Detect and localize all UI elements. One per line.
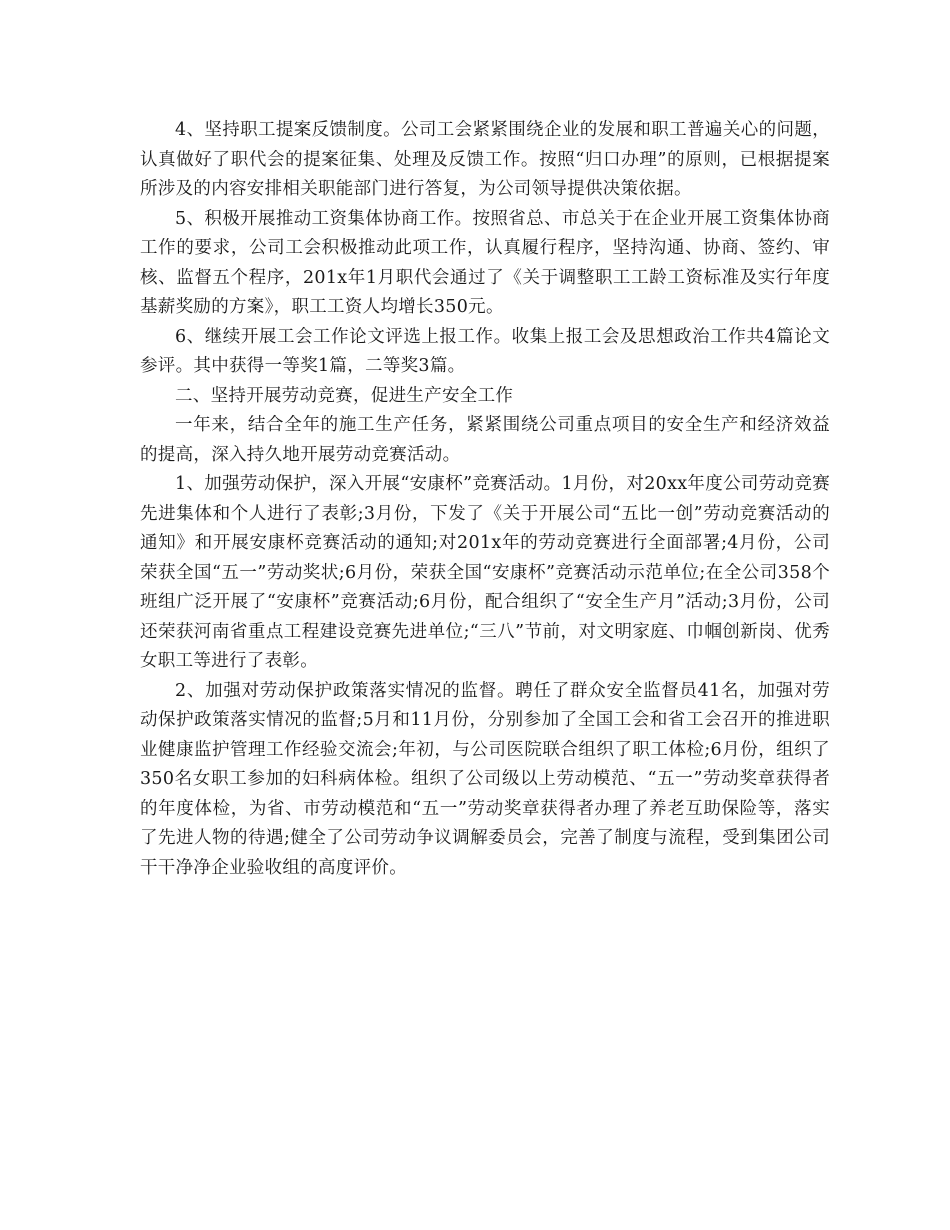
paragraph-worker-proposals: 4、坚持职工提案反馈制度。公司工会紧紧围绕企业的发展和职工普遍关心的问题，认真做好了职代会的提案征集、处理及反馈工作。按照“归口办理”的原则，已根据提案所涉及的内容安排相关职能部门进行答复，为公司领导提供决策依据。 [140,120,830,199]
paragraph-labor-protection-supervision: 2、加强对劳动保护政策落实情况的监督。聘任了群众安全监督员41名，加强对劳动保护政策落实情况的监督;5月和11月份，分别参加了全国工会和省工会召开的推进职业健康监护管理工作经验交流会;年初，与公司医院联合组织了职工体检;6月份，组织了350名女职工参加的妇科病体检。组织了公司级以上劳动模范、“五一”劳动奖章获得者的年度体检，为省、市劳动模范和“五一”劳动奖章获得者办理了养老互助保险等，落实了先进人物的待遇;健全了公司劳动争议调解委员会，完善了制度与流程，受到集团公司干干净净企业验收组的高度评价。 [140,680,830,878]
paragraph-wage-negotiation: 5、积极开展推动工资集体协商工作。按照省总、市总关于在企业开展工资集体协商工作的要求，公司工会积极推动此项工作，认真履行程序，坚持沟通、协商、签约、审核、监督五个程序，201x年1月职代会通过了《关于调整职工工龄工资标准及实行年度基薪奖励的方案》，职工工资人均增长350元。 [140,208,830,317]
section-heading-labor-competition: 二、坚持开展劳动竞赛，促进生产安全工作 [175,385,514,406]
paragraph-ankang-cup: 1、加强劳动保护，深入开展“安康杯”竞赛活动。1月份，对20xx年度公司劳动竞赛先进集体和个人进行了表彰;3月份，下发了《关于开展公司“五比一创”劳动竞赛活动的通知》和开展安康杯竞赛活动的通知;对201x年的劳动竞赛进行全面部署;4月份，公司荣获全国“五一”劳动奖状;6月份，荣获全国“安康杯”竞赛活动示范单位;在全公司358个班组广泛开展了“安康杯”竞赛活动;6月份，配合组织了“安全生产月”活动;3月份，公司还荣获河南省重点工程建设竞赛先进单位;“三八”节前，对文明家庭、巾帼创新岗、优秀女职工等进行了表彰。 [140,474,830,671]
paragraph-section-intro: 一年来，结合全年的施工生产任务，紧紧围绕公司重点项目的安全生产和经济效益的提高，深入持久地开展劳动竞赛活动。 [140,415,830,465]
document-body [140,116,830,883]
paragraph-paper-selection: 6、继续开展工会工作论文评选上报工作。收集上报工会及思想政治工作共4篇论文参评。其中获得一等奖1篇，二等奖3篇。 [140,326,830,376]
